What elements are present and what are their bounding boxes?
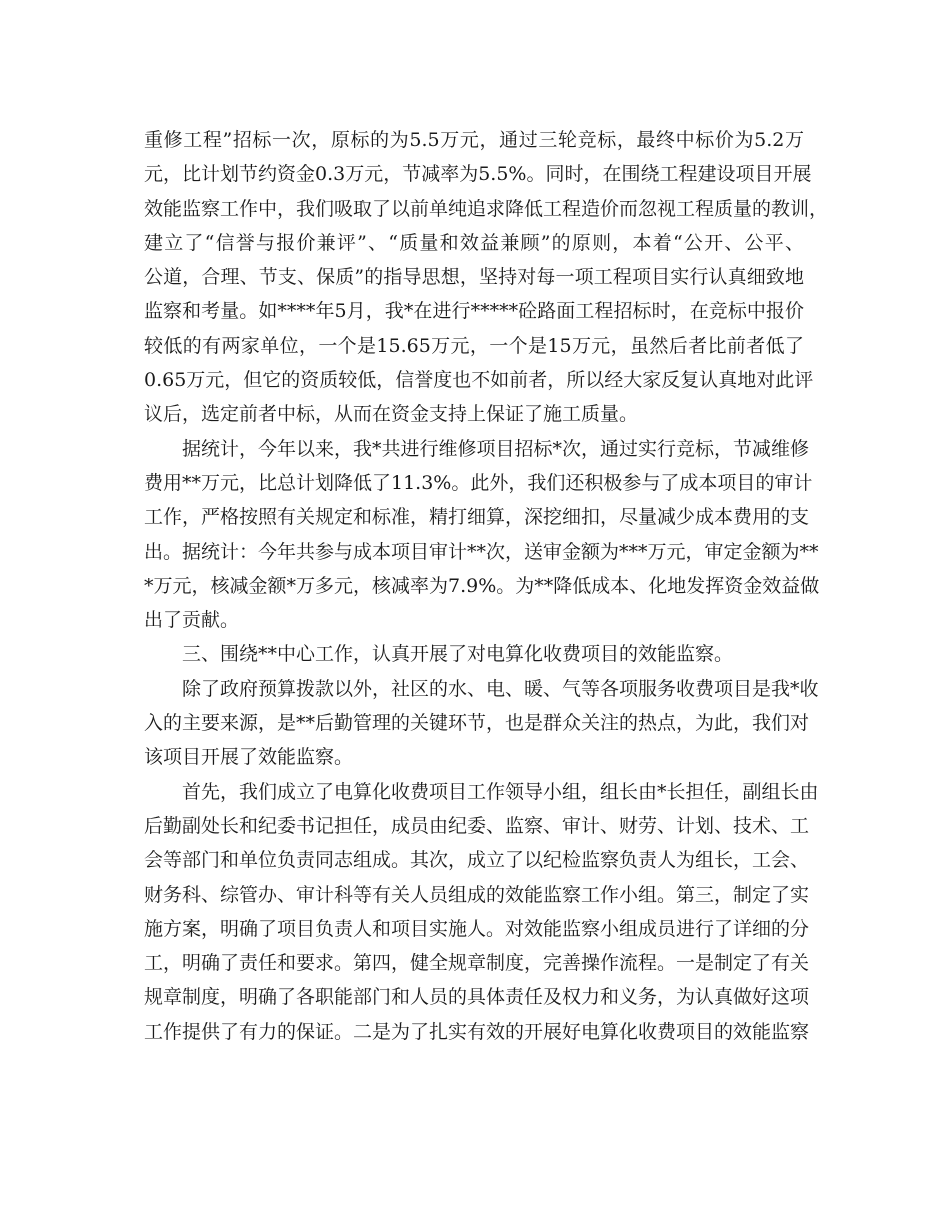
- paragraph-5: [144, 775, 819, 1049]
- text-line: 重修工程”招标一次，原标的为5.5万元，通过三轮竞标，最终中标价为5.2万: [144, 129, 804, 151]
- text-line: 较低的有两家单位，一个是15.65万元，一个是15万元，虽然后者比前者低了: [144, 334, 804, 357]
- text-line: 首先，我们成立了电算化收费项目工作领导小组，组长由*长担任，副组长由: [182, 780, 819, 803]
- paragraph-3-section-heading: [144, 637, 804, 671]
- document-body: [144, 123, 829, 1049]
- text-line: 出。据统计：今年共参与成本项目审计**次，送审金额为***万元，审定金额为**: [144, 540, 819, 563]
- text-line: 效能监察工作中，我们吸取了以前单纯追求降低工程造价而忽视工程质量的教训，: [144, 197, 829, 220]
- text-line: 据统计，今年以来，我*共进行维修项目招标*次，通过实行竞标，节减维修: [182, 437, 810, 460]
- text-line: 工作，严格按照有关规定和标准，精打细算，深挖细扣，尽量减少成本费用的支: [144, 506, 810, 529]
- text-line: 后勤副处长和纪委书记担任，成员由纪委、监察、审计、财劳、计划、技术、工: [144, 814, 810, 837]
- text-line: 会等部门和单位负责同志组成。其次，成立了以纪检监察负责人为组长，工会、: [144, 849, 810, 872]
- text-line: *万元，核减金额*万多元，核减率为7.9%。为**降低成本、化地发挥资金效益做: [144, 574, 820, 597]
- text-line: 财务科、综管办、审计科等有关人员组成的效能监察工作小组。第三，制定了实: [144, 883, 810, 906]
- text-line: 规章制度，明确了各职能部门和人员的具体责任及权力和义务，为认真做好这项: [144, 986, 810, 1009]
- text-line: 元，比计划节约资金0.3万元，节减率为5.5%。同时，在围绕工程建设项目开展: [144, 163, 812, 186]
- text-line: 监察和考量。如****年5月，我*在进行*****砼路面工程招标时，在竞标中报价: [144, 300, 804, 323]
- paragraph-2: [144, 432, 820, 638]
- section-heading: 三、围绕**中心工作，认真开展了对电算化收费项目的效能监察。: [182, 643, 734, 666]
- paragraph-1: [144, 123, 829, 432]
- text-line: 除了政府预算拨款以外，社区的水、电、暖、气等各项服务收费项目是我*收: [182, 677, 819, 700]
- text-line: 费用**万元，比总计划降低了11.3%。此外，我们还积极参与了成本项目的审计: [144, 471, 813, 494]
- text-line: 公道，合理、节支、保质”的指导思想，坚持对每一项工程项目实行认真细致地: [144, 266, 804, 289]
- text-line: 议后，选定前者中标，从而在资金支持上保证了施工质量。: [144, 403, 639, 426]
- text-line: 0.65万元，但它的资质较低，信誉度也不如前者，所以经大家反复认真地对此评: [144, 369, 814, 392]
- text-line: 施方案，明确了项目负责人和项目实施人。对效能监察小组成员进行了详细的分: [144, 917, 810, 940]
- text-line: 工，明确了责任和要求。第四，健全规章制度，完善操作流程。一是制定了有关: [144, 952, 810, 975]
- paragraph-4: [144, 672, 819, 775]
- text-line: 工作提供了有力的保证。二是为了扎实有效的开展好电算化收费项目的效能监察: [144, 1020, 810, 1043]
- text-line: 建立了“信誉与报价兼评”、“质量和效益兼顾”的原则，本着“公开、公平、: [144, 231, 804, 254]
- text-line: 入的主要来源，是**后勤管理的关键环节，也是群众关注的热点，为此，我们对: [144, 712, 810, 735]
- text-line: 出了贡献。: [144, 609, 240, 632]
- text-line: 该项目开展了效能监察。: [144, 746, 354, 769]
